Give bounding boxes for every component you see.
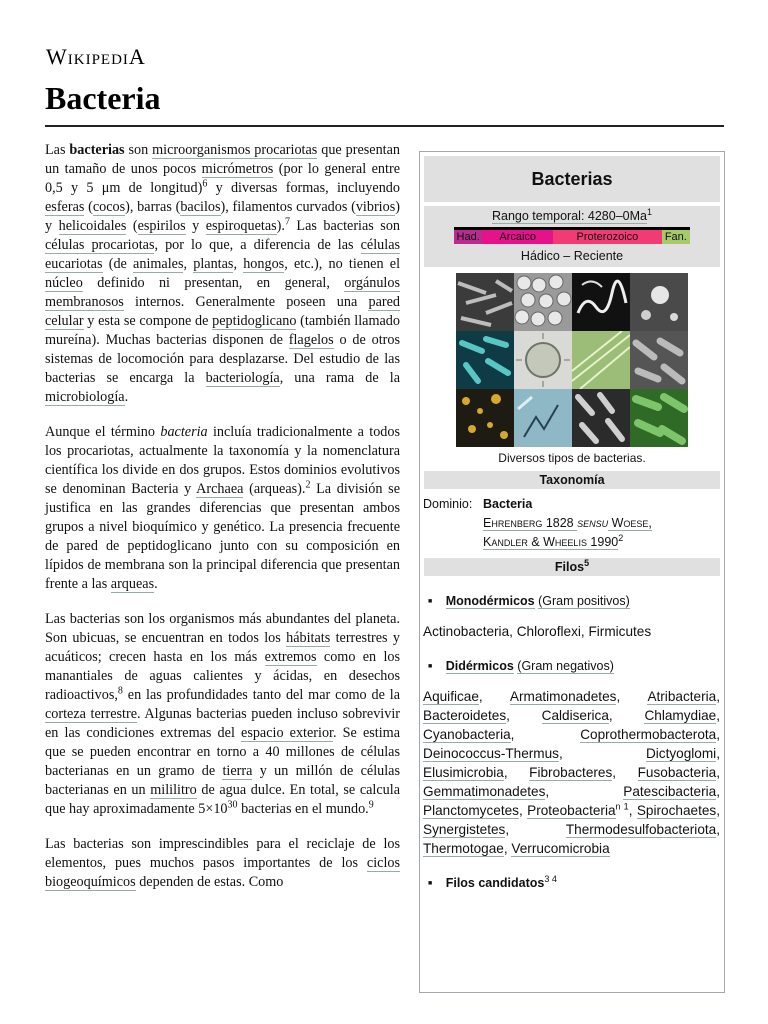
bold-term: bacterias xyxy=(69,142,125,158)
domain-row xyxy=(420,495,724,552)
proteobacteria-note[interactable]: n 1 xyxy=(615,801,629,812)
text-run: dependen de estas. Como xyxy=(135,874,284,890)
phylum-link[interactable]: Coprothermobacterota xyxy=(580,727,717,742)
reference-link[interactable]: 7 xyxy=(284,216,290,228)
wiki-link[interactable]: corteza terrestre xyxy=(45,706,138,722)
wiki-link[interactable]: mililitro xyxy=(150,782,197,798)
text-run: La división se justifica en las grandes diferencias que presentan ambos grupos a nivel bioquímico y genético. La presencia frecuente de pared de peptidoglicano junto con su composición en lípidos de membrana son la principal diferencia que presentan frente a las xyxy=(45,481,400,592)
era-segment[interactable]: Fan. xyxy=(662,230,690,244)
phylum-link[interactable]: Cyanobacteria xyxy=(423,727,511,742)
text-run: Las bacterias son imprescindibles para el reciclaje de los elementos, pues muchos pasos importantes de los xyxy=(45,836,400,871)
article-paragraph xyxy=(45,423,400,594)
article-body xyxy=(45,141,400,908)
wiki-link[interactable]: espirilos xyxy=(137,218,186,234)
image-tile xyxy=(514,273,572,331)
wiki-link[interactable]: bacilos xyxy=(180,199,221,215)
text-run: ), barras ( xyxy=(125,199,181,215)
phylum-link[interactable]: Patescibacteria xyxy=(623,784,717,799)
title-divider xyxy=(45,125,724,127)
wiki-link[interactable]: Archaea xyxy=(196,481,244,497)
list-item xyxy=(428,594,724,608)
image-tile xyxy=(514,389,572,447)
time-range-sub: Hádico – Reciente xyxy=(520,249,624,263)
phylum-link[interactable]: Bacteroidetes xyxy=(423,708,507,723)
range-ref[interactable]: 1 xyxy=(646,206,652,217)
text-run: , xyxy=(183,256,194,272)
authority-ref[interactable]: 2 xyxy=(618,532,624,543)
bacteria-image-grid[interactable] xyxy=(456,273,688,447)
phyla-header: Filos$^5$ xyxy=(424,558,720,576)
wiki-link[interactable]: hábitats xyxy=(286,630,331,646)
wiki-link[interactable]: arqueas xyxy=(110,576,155,592)
image-tile xyxy=(572,331,630,389)
text-run: , una rama de la xyxy=(279,370,401,386)
wiki-link[interactable]: espacio exterior xyxy=(241,725,333,741)
phylum-link[interactable]: Thermodesulfobacteriota xyxy=(565,822,717,837)
phylum-link[interactable]: Fusobacteria xyxy=(637,765,717,780)
did-taxa-list: Aquificae, Armatimonadetes, Atribacteria, Bacteroidetes, Caldiserica, Chlamydiae, Cyanobacteria, Coprothermobacterota, Deinococcus-Thermus, Dictyoglomi, Elusimicrobia, Fibrobacteres, Fusobacteria, Gemmatimonadetes, Patescibacteria, Planctomycetes, Proteobacteria$^{n 1}$, Spirochaetes, Synergistetes, Thermodesulfobacteriota, Thermotogae, Verrucomicrobia xyxy=(423,689,720,856)
phylum-link[interactable]: Aquificae xyxy=(423,689,479,704)
phylum-link[interactable]: Elusimicrobia xyxy=(423,765,504,780)
image-tile xyxy=(514,331,572,389)
authority-ehrenberg[interactable]: Ehrenberg 1828 xyxy=(483,516,578,530)
text-run: ( xyxy=(84,199,93,215)
phylum-link[interactable]: Planctomycetes xyxy=(423,803,519,818)
text-run: y xyxy=(185,218,206,234)
image-tile xyxy=(572,273,630,331)
wiki-link[interactable]: vibrios xyxy=(355,199,396,215)
infobox-title: Bacterias xyxy=(424,156,720,202)
wiki-link[interactable]: flagelos xyxy=(288,332,334,348)
text-run: Las xyxy=(45,142,70,158)
wiki-link[interactable]: núcleo xyxy=(45,275,83,291)
article-paragraph xyxy=(45,835,400,892)
infobox xyxy=(419,151,725,993)
wiki-link[interactable]: extremos xyxy=(264,649,317,665)
authority-kandler[interactable]: Kandler & Wheelis 1990 xyxy=(483,535,619,549)
wiki-link[interactable]: plantas xyxy=(193,256,234,272)
image-tile xyxy=(456,331,514,389)
era-segment[interactable]: Proterozoico xyxy=(553,230,662,244)
phylum-link[interactable]: Verrucomicrobia xyxy=(511,841,610,856)
candidate-refs[interactable]: 3 4 xyxy=(544,873,557,884)
text-run: internos. Generalmente poseen una xyxy=(123,294,369,310)
text-run: (también llamado mureína). Muchas bacterias disponen de xyxy=(45,313,400,348)
gram-negative-note[interactable]: (Gram negativos) xyxy=(517,659,614,673)
phyla-ref[interactable]: 5 xyxy=(584,557,590,568)
mono-taxa-list[interactable]: Actinobacteria, Chloroflexi, Firmicutes xyxy=(423,624,652,639)
wiki-link[interactable]: células eucariotas xyxy=(45,237,401,272)
text-run: incluía tradicionalmente a todos los procariotas, actualmente la taxonomía y la nomenclatura científica los divide en dos grupos. Estos dominios evolutivos se denominan Bacteria y xyxy=(45,424,400,497)
image-tile xyxy=(630,273,688,331)
domain-value: Bacteria xyxy=(483,497,533,511)
didermicos-link[interactable]: Didérmicos xyxy=(445,659,514,673)
page-title: Bacteria xyxy=(45,80,161,116)
text-run: (arqueas). xyxy=(243,481,306,497)
phylum-link[interactable]: Deinococcus-Thermus xyxy=(423,746,559,761)
wiki-link[interactable]: animales xyxy=(133,256,184,272)
italic-term: bacteria xyxy=(160,424,208,440)
wiki-link[interactable]: ciclos biogeoquímicos xyxy=(45,855,400,890)
text-run: . Algunas bacterias pueden incluso sobrevivir en las condiciones extremas del xyxy=(45,706,400,741)
phylum-link[interactable]: Caldiserica xyxy=(541,708,609,723)
wiki-link[interactable]: orgánulos membranosos xyxy=(45,275,400,310)
wiki-link[interactable]: esferas xyxy=(45,199,85,215)
phylum-link[interactable]: Atribacteria xyxy=(647,689,717,704)
phylum-link[interactable]: Synergistetes xyxy=(423,822,506,837)
candidate-phyla-label: Filos candidatos xyxy=(445,876,545,890)
image-tile xyxy=(572,389,630,447)
text-run: (de xyxy=(102,256,134,272)
wiki-link[interactable]: tierra xyxy=(222,763,253,779)
text-run: en las profundidades tanto del mar como de la xyxy=(122,687,400,703)
wiki-link[interactable]: células procariotas xyxy=(45,237,155,253)
monodermicos-link[interactable]: Monodérmicos xyxy=(445,594,535,608)
text-run: ), filamentos curvados ( xyxy=(220,199,356,215)
authority-woese[interactable]: Woese, xyxy=(608,516,652,530)
text-run: y un millón de células bacterianas en un xyxy=(45,763,400,798)
wiki-link[interactable]: pared celular xyxy=(45,294,400,329)
text-run: y diversas formas, incluyendo xyxy=(207,180,400,196)
phylum-link[interactable]: Dictyoglomi xyxy=(645,746,717,761)
image-tile xyxy=(456,273,514,331)
text-run: Aunque el término xyxy=(45,424,161,440)
wiki-link[interactable]: bacteriología xyxy=(205,370,280,386)
wiki-link[interactable]: hongos xyxy=(243,256,285,272)
wiki-link[interactable]: micrómetros xyxy=(201,161,274,177)
image-tile xyxy=(630,389,688,447)
text-run: , etc.), no tienen el xyxy=(284,256,401,272)
text-run: , xyxy=(233,256,244,272)
wiki-link[interactable]: microorganismos procariotas xyxy=(152,142,318,158)
text-run: . xyxy=(124,389,129,405)
list-item xyxy=(428,659,724,673)
image-tile xyxy=(630,331,688,389)
phylum-link[interactable]: Proteobacteria xyxy=(527,803,616,818)
phylum-link[interactable]: Fibrobacteres xyxy=(529,765,613,780)
taxonomy-header: Taxonomía xyxy=(424,471,720,489)
wikipedia-logo[interactable]: WikipediA xyxy=(46,44,146,69)
image-caption: Diversos tipos de bacterias. xyxy=(498,451,646,465)
text-run: ). xyxy=(276,218,285,234)
time-range-link[interactable]: Rango temporal: 4280–0Ma xyxy=(492,209,647,223)
text-run: , por lo que, a diferencia de las xyxy=(154,237,361,253)
text-run: . Se estima que se pueden encontrar en torno a 40 millones de células bacterianas en un gramo de xyxy=(45,725,400,779)
wiki-link[interactable]: cocos xyxy=(92,199,126,215)
text-run: (por lo general entre 0,5 y 5 μm de longitud) xyxy=(45,161,400,196)
authority-sensu: sensu xyxy=(577,516,609,530)
text-run: o de otros sistemas de locomoción para desplazarse. Del estudio de las bacterias se encarga la xyxy=(45,332,400,386)
text-run: . xyxy=(154,576,158,592)
reference-link[interactable]: 2 xyxy=(305,479,311,491)
text-run: son xyxy=(124,142,153,158)
image-tile xyxy=(456,389,514,447)
phylum-link[interactable]: Spirochaetes xyxy=(636,803,717,818)
reference-link[interactable]: 9 xyxy=(368,799,374,811)
article-paragraph xyxy=(45,610,400,819)
text-run: ( xyxy=(126,218,138,234)
wiki-link[interactable]: microbiología xyxy=(45,389,125,405)
text-run: definido ni presentan, en general, xyxy=(82,275,345,291)
domain-value-block xyxy=(483,495,652,552)
phylum-link[interactable]: Gemmatimonadetes xyxy=(423,784,546,799)
phylum-link[interactable]: Chlamydiae xyxy=(644,708,717,723)
text-run: terrestres y acuáticos; crecen hasta en los más xyxy=(45,630,400,665)
list-item xyxy=(428,873,724,890)
timeline-bar xyxy=(454,227,690,246)
reference-link[interactable]: 30 xyxy=(227,799,238,811)
phylum-link[interactable]: Thermotogae xyxy=(423,841,504,856)
text-run: ) y xyxy=(45,199,400,234)
wiki-link[interactable]: peptidoglicano xyxy=(212,313,297,329)
reference-link[interactable]: 8 xyxy=(117,685,123,697)
text-run: Las bacterias son xyxy=(289,218,401,234)
article-paragraph xyxy=(45,141,400,407)
text-run: que presentan un tamaño de unos pocos xyxy=(45,142,400,177)
gram-positive-note[interactable]: (Gram positivos) xyxy=(538,594,630,608)
text-run: bacterias en el mundo. xyxy=(237,801,369,817)
phylum-link[interactable]: Armatimonadetes xyxy=(509,689,617,704)
reference-link[interactable]: 6 xyxy=(202,178,208,190)
text-run: y esta se compone de xyxy=(83,313,213,329)
era-segment[interactable]: Arcaico xyxy=(482,230,553,244)
text-run: Las bacterias son los organismos más abundantes del planeta. Son ubicuas, se encuentran en todos los xyxy=(45,611,400,646)
text-run: como en los manantiales de aguas calientes y ácidas, en desechos radioactivos, xyxy=(45,649,401,703)
time-range xyxy=(424,206,720,267)
wiki-link[interactable]: helicoidales xyxy=(58,218,127,234)
text-run: de agua dulce. En total, se calcula que hay aproximadamente 5×10 xyxy=(45,782,400,817)
domain-label: Dominio: xyxy=(423,497,473,511)
wiki-link[interactable]: espiroquetas xyxy=(205,218,277,234)
era-segment[interactable]: Had. xyxy=(454,230,482,244)
